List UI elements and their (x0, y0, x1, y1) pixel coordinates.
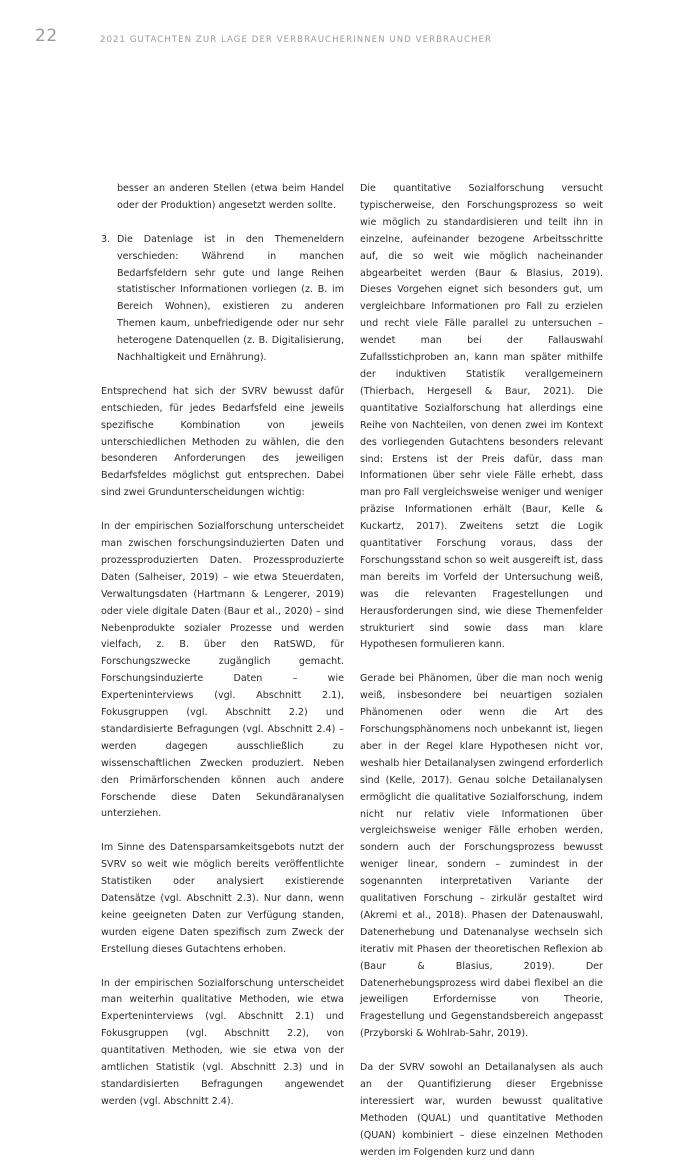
body-paragraph: Die quantitative Sozialforschung versucht typischerweise, den Forschungsprozess so weit wie möglich zu standardisieren und teilt ihn in einzelne, aufeinander bezogene Arbeitsschritte auf, die so weit wie möglich nacheinander abgearbeitet werden (Baur & Blasius, 2019). Dieses Vorgehen eignet sich besonders gut, um vergleichbare Informationen pro Fall zu erzielen und recht viele Fälle parallel zu untersuchen – wendet man bei der Fallauswahl Zufallsstichproben an, kann man später mithilfe der induktiven Statistik verallgemeinern (Thierbach, Hergesell & Baur, 2021). Die quantitative Sozialforschung hat allerdings eine Reihe von Nachteilen, von denen zwei im Kontext des vorliegenden Gutachtens besonders relevant sind: Erstens ist der Preis dafür, dass man Informationen über sehr viele Fälle erhebt, dass man pro Fall vergleichsweise weniger und weniger präzise Informationen erhält (Baur, Kelle & Kuckartz, 2017). Zweitens setzt die Logik quantitativer Forschung voraus, dass der Forschungsstand schon so weit ausgereift ist, dass man bereits im Vorfeld der Untersuchung weiß, was die relevanten Fragestellungen und Herausforderungen sind, wie diese Themenfelder strukturiert sind sowie dass man klare Hypothesen formulieren kann. (360, 183, 603, 651)
right-column (360, 181, 603, 1162)
list-item-text: Die Datenlage ist in den Themeneldern verschieden: Während in manchen Bedarfsfeldern sehr gute und lange Reihen statistischer Informationen vorliegen (z. B. im Bereich Wohnen), existieren zu anderen Themen kaum, unbefriedigende oder nur sehr heterogene Datenquellen (z. B. Digitalisierung, Nachhaltigkeit und Ernährung). (117, 233, 344, 364)
body-paragraph: In der empirischen Sozialforschung unterscheidet man weiterhin qualitative Methoden, wie etwa Experteninterviews (vgl. Abschnitt 2.1) und Fokusgruppen (vgl. Abschnitt 2.2), von quantitativen Methoden, wie sie etwa von der amtlichen Statistik (vgl. Abschnitt 2.3) und in standardisierten Befragungen angewendet werden (vgl. Abschnitt 2.4). (101, 977, 344, 1107)
body-paragraph: Gerade bei Phänomen, über die man noch wenig weiß, insbesondere bei neuartigen sozialen Phänomenen oder wenn die Art des Forschungsphänomens noch unbekannt ist, liegen aber in der Regel klare Hypothesen nicht vor, weshalb hier Detailanalysen zwingend erforderlich sind (Kelle, 2017). Genau solche Detailanalysen ermöglicht die qualitative Sozialforschung, indem nicht nur relativ viele Informationen über vergleichsweise weniger Fälle erhoben werden, sondern auch der Forschungsprozess bewusst weniger linear, sondern – zumindest in der sogenannten interpretativen Variante der qualitativen Forschung – zirkulär gestaltet wird (Akremi et al., 2018). Phasen der Datenauswahl, Datenerhebung und Datenanalyse wechseln sich iterativ mit Phasen der theoretischen Reflexion ab (Baur & Blasius, 2019). Der Datenerhebungsprozess wird dabei flexibel an die jeweiligen Erfordernisse von Theorie, Fragestellung und Gegenstandsbereich angepasst (Przyborski & Wohlrab-Sahr, 2019). (360, 673, 603, 1040)
list-number: 3. (101, 233, 111, 245)
body-paragraph: In der empirischen Sozialforschung unterscheidet man zwischen forschungsinduzierten Daten und prozessproduzierten Daten. Prozessproduzierte Daten (Salheiser, 2019) – wie etwa Steuerdaten, Verwaltungsdaten (Hartmann & Lengerer, 2019) oder viele digitale Daten (Baur et al., 2020) – sind Nebenprodukte sozialer Prozesse und werden vielfach, z. B. über den RatSWD, für Forschungszwecke zugänglich gemacht. Forschungsinduzierte Daten – wie Experteninterviews (vgl. Abschnitt 2.1), Fokusgruppen (vgl. Abschnitt 2.2) und standardisierte Befragungen (vgl. Abschnitt 2.4) – werden dagegen ausschließlich zu wissenschaftlichen Zwecken produziert. Neben den Primärforschenden können auch andere Forschende diese Daten Sekundäranalysen unterziehen. (101, 521, 344, 820)
body-paragraph: Da der SVRV sowohl an Detailanalysen als auch an der Quantifizierung dieser Ergebnisse interessiert war, wurden bewusst qualitative Methoden (QUAL) und quantitative Methoden (QUAN) kombiniert – diese einzelnen Methoden werden im Folgenden kurz und dann (360, 1062, 603, 1158)
body-paragraph: Entsprechend hat sich der SVRV bewusst dafür entschieden, für jedes Bedarfsfeld eine jeweils spezifische Kombination von jeweils unterschiedlichen Methoden zu wählen, die den besonderen Anforderungen des jeweiligen Bedarfsfeldes möglichst gut entsprechen. Dabei sind zwei Grundunterscheidungen wichtig: (101, 385, 344, 499)
continuation-paragraph: besser an anderen Stellen (etwa beim Handel oder der Produktion) angesetzt werden sollte. (117, 183, 344, 211)
numbered-list-item (101, 232, 344, 367)
left-column (101, 181, 344, 1111)
page-number: 22 (35, 26, 58, 46)
running-header: 2021 GUTACHTEN ZUR LAGE DER VERBRAUCHERINNEN UND VERBRAUCHER (100, 35, 493, 45)
body-paragraph: Im Sinne des Datensparsamkeitsgebots nutzt der SVRV so weit wie möglich bereits veröffentlichte Statistiken oder analysiert existierende Datensätze (vgl. Abschnitt 2.3). Nur dann, wenn keine geeigneten Daten zur Verfügung standen, wurden eigene Daten spezifisch zum Zweck der Erstellung dieses Gutachtens erhoben. (101, 842, 344, 955)
